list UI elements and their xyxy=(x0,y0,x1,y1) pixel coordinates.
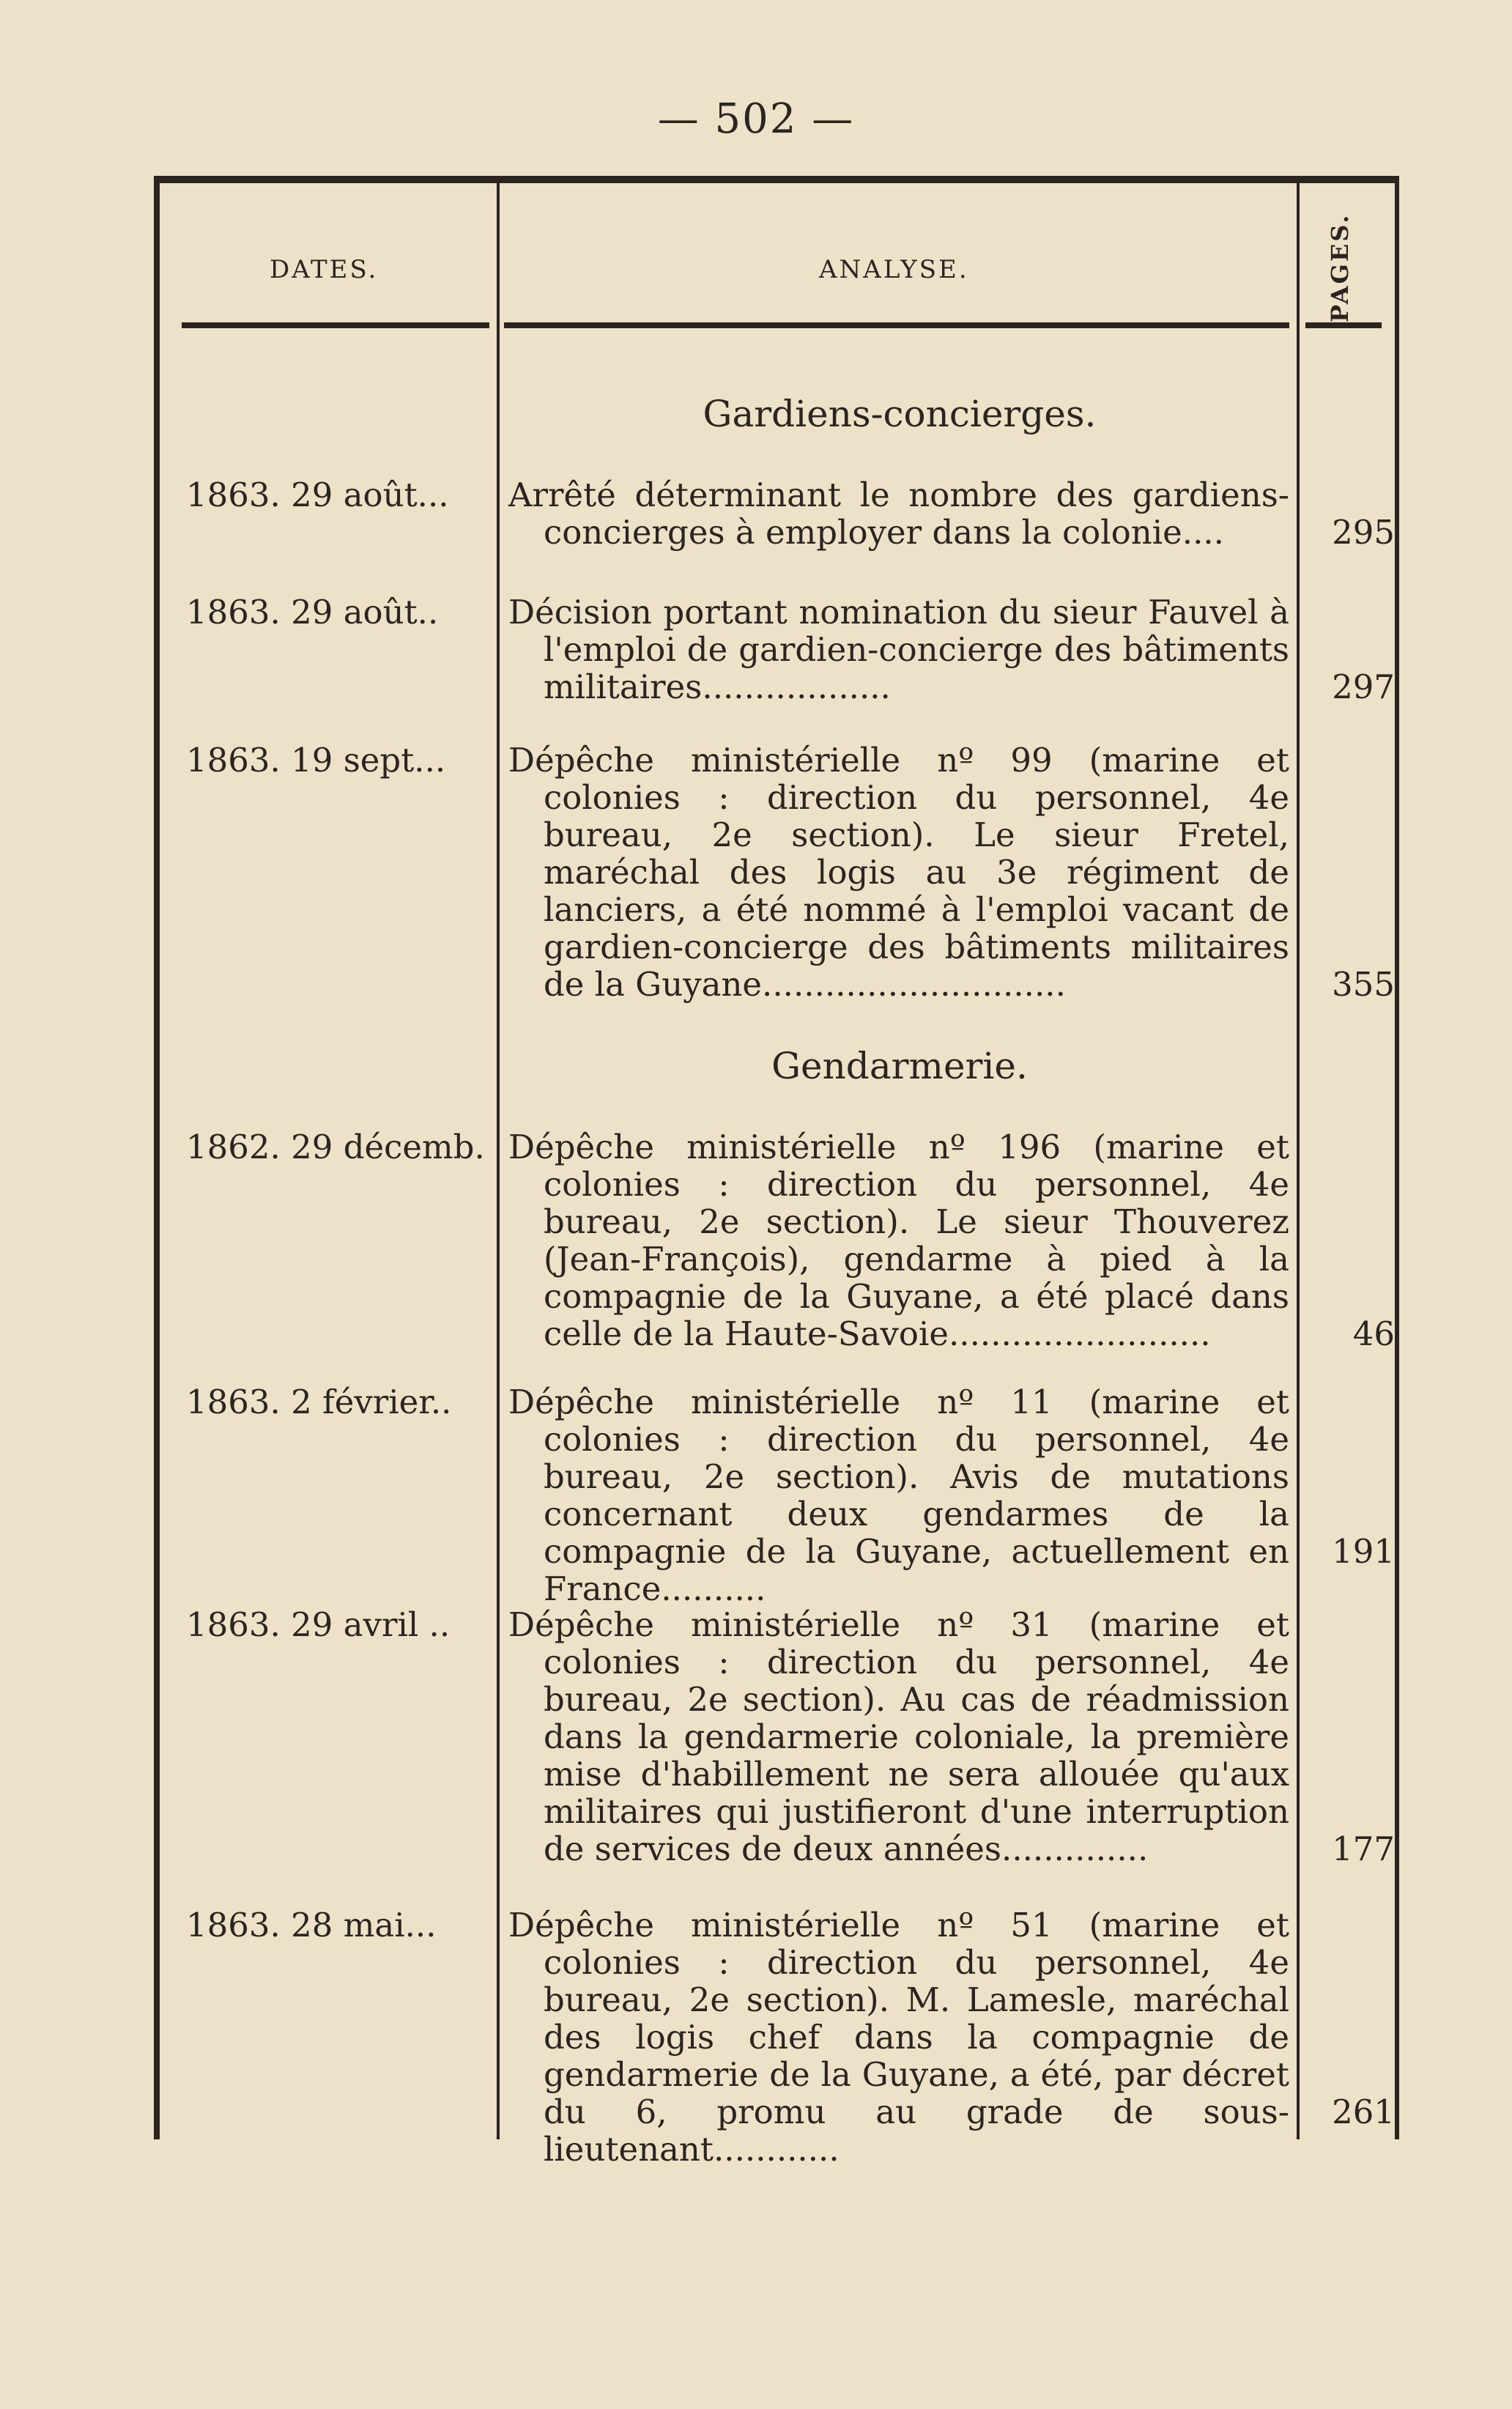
header-rule xyxy=(504,322,1289,328)
section-title-gardiens: Gardiens-concierges. xyxy=(703,393,1097,435)
entry-date: 1863. 29 août... xyxy=(186,475,449,514)
entry-analysis: Dépêche ministérielle nº 11 (marine et colonies : direction du personnel, 4e bureau, 2e section). Avis de mutations concernant deux gendarmes de la compagnie de la Guyane, actuellement en France.......... xyxy=(508,1383,1289,1608)
entry-analysis: Dépêche ministérielle nº 196 (marine et colonies : direction du personnel, 4e bureau, 2e section). Le sieur Thouverez (Jean-François), gendarme à pied à la compagnie de la Guyane, a été placé dans celle de la Haute-Savoie......................... xyxy=(508,1128,1289,1353)
column-header-dates: DATES. xyxy=(270,255,379,284)
index-table xyxy=(154,176,1399,2169)
entry-analysis: Dépêche ministérielle nº 31 (marine et colonies : direction du personnel, 4e bureau, 2e section). Au cas de réadmission dans la gendarmerie coloniale, la première mise d'habillement ne sera allouée qu'aux militaires qui justifieront d'une interruption de services de deux années.............. xyxy=(508,1605,1289,1868)
entry-date: 1863. 28 mai... xyxy=(186,1906,437,1944)
entry-date: 1863. 19 sept... xyxy=(186,741,446,780)
entry-analysis: Dépêche ministérielle nº 99 (marine et colonies : direction du personnel, 4e bureau, 2e section). Le sieur Fretel, maréchal des logis au 3e régiment de lanciers, a été nommé à l'emploi vacant de gardien-concierge des bâtiments militaires de la Guyane............................. xyxy=(508,741,1289,1004)
section-title-gendarmerie: Gendarmerie. xyxy=(771,1045,1028,1087)
entry-page: 261 xyxy=(1332,2092,1395,2131)
column-header-pages: PAGES. xyxy=(1326,212,1354,322)
entry-analysis: Arrêté déterminant le nombre des gardiens-concierges à employer dans la colonie.... xyxy=(508,475,1289,552)
column-divider xyxy=(497,183,500,2139)
header-rule xyxy=(1305,322,1382,328)
entry-date: 1863. 2 février.. xyxy=(186,1383,452,1421)
page-number: — 502 — xyxy=(657,95,855,143)
entry-page: 295 xyxy=(1332,513,1395,552)
entry-date: 1862. 29 décemb. xyxy=(186,1128,485,1166)
entry-date: 1863. 29 août.. xyxy=(186,593,439,632)
entry-analysis: Dépêche ministérielle nº 51 (marine et colonies : direction du personnel, 4e bureau, 2e section). M. Lamesle, maréchal des logis chef dans la compagnie de gendarmerie de la Guyane, a été, par décret du 6, promu au grade de sous-lieutenant............ xyxy=(508,1906,1289,2169)
entry-page: 177 xyxy=(1332,1829,1395,1868)
entry-page: 355 xyxy=(1332,965,1395,1004)
entry-page: 297 xyxy=(1332,667,1395,706)
entry-analysis: Décision portant nomination du sieur Fauvel à l'emploi de gardien-concierge des bâtiments militaires.................. xyxy=(508,593,1289,706)
entry-page: 191 xyxy=(1332,1532,1395,1571)
entry-page: 46 xyxy=(1352,1314,1395,1353)
entry-date: 1863. 29 avril .. xyxy=(186,1605,451,1644)
header-rule xyxy=(182,322,489,328)
column-header-analyse: ANALYSE. xyxy=(819,255,969,284)
